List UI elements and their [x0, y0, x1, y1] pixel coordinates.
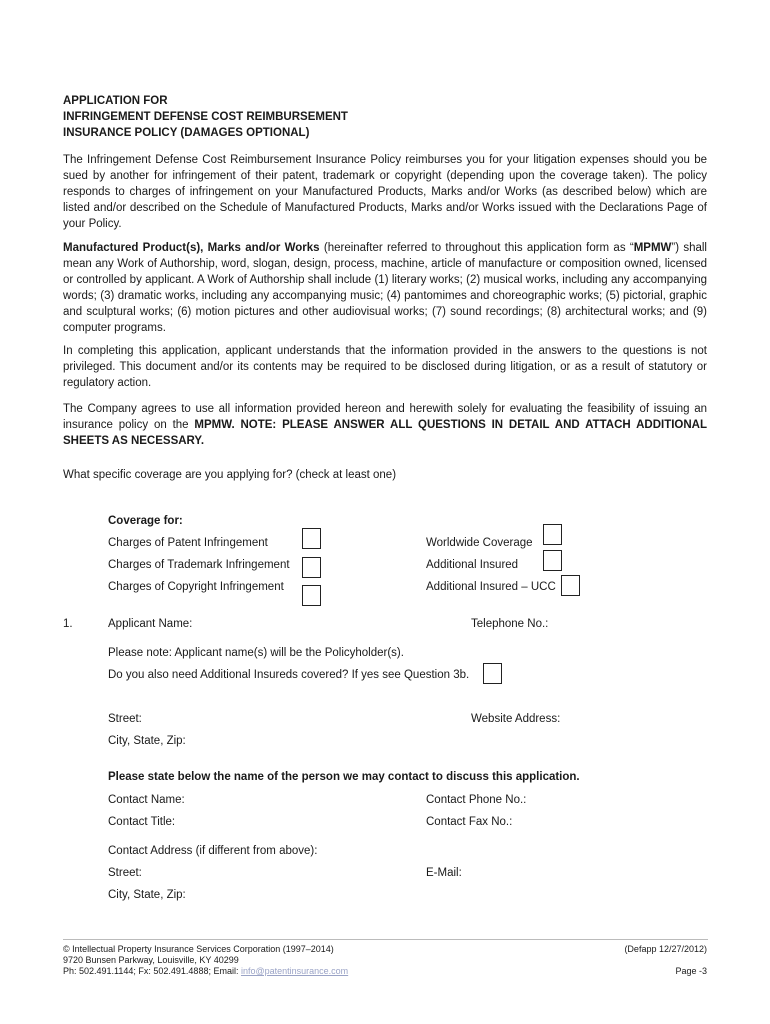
intro-paragraph: The Infringement Defense Cost Reimbursement Insurance Policy reimburses you for your litigation expenses should you be sued by another for infringement of their patent, trademark or copyright (depending upon the coverage taken). The policy responds to charges of infringement on your Manufactured Products, Marks and/or Works (as described below) which are listed and/or described on the Schedule of Manufactured Products, Marks and/or Works issued with the Declarations Page of your Policy. — [63, 154, 707, 230]
footer-phone-fax: Ph: 502.491.1144; Fx: 502.491.4888; Email: — [63, 966, 241, 976]
mpmw-term: Manufactured Product(s), Marks and/or Works — [63, 242, 320, 254]
mpmw-paragraph — [63, 240, 707, 336]
additional-insureds-checkbox[interactable] — [483, 663, 502, 684]
footer-email-link[interactable]: info@patentinsurance.com — [240, 966, 349, 976]
disclosure-paragraph: In completing this application, applicant understands that the information provided in the answers to the questions is not privileged. This document and/or its contents may be required to be disclosed during litigation, or as a result of statutory or regulatory action. — [63, 345, 707, 389]
contact-name-label: Contact Name: — [108, 794, 185, 806]
contact-address-label: Contact Address (if different from above): — [108, 845, 318, 857]
footer-copyright: © Intellectual Property Insurance Services Corporation (1997–2014) — [63, 944, 334, 954]
contact-fax-label: Contact Fax No.: — [426, 816, 513, 828]
coverage-trademark-label: Charges of Trademark Infringement — [108, 559, 290, 571]
trademark-infringement-checkbox[interactable] — [302, 557, 321, 578]
copyright-infringement-checkbox[interactable] — [302, 585, 321, 606]
contact-city-label: City, State, Zip: — [108, 889, 186, 901]
contact-phone-label: Contact Phone No.: — [426, 794, 527, 806]
coverage-patent-label: Charges of Patent Infringement — [108, 537, 268, 549]
page-number: Page -3 — [675, 966, 707, 976]
mpmw-abbr: MPMW — [633, 242, 672, 254]
coverage-copyright-label: Charges of Copyright Infringement — [108, 581, 284, 593]
agreement-text: The Company agrees to use all information provided hereon and herewith solely for evaluating the feasibility of issuing an insurance policy on the — [63, 403, 707, 431]
title-line-1: APPLICATION FOR — [63, 95, 168, 107]
additional-insureds-question: Do you also need Additional Insureds covered? If yes see Question 3b. — [108, 669, 470, 681]
applicant-city-label: City, State, Zip: — [108, 735, 186, 747]
coverage-worldwide-label: Worldwide Coverage — [426, 537, 533, 549]
coverage-heading: Coverage for: — [108, 515, 183, 527]
agreement-note: MPMW. NOTE: PLEASE ANSWER ALL QUESTIONS IN DETAIL AND ATTACH ADDITIONAL SHEETS AS NECESSARY. — [63, 419, 707, 447]
mpmw-definition: ”) shall mean any Work of Authorship, word, slogan, design, process, machine, article of manufacture or composition owned, licensed or controlled by applicant. A Work of Authorship shall include (1) literary works; (2) musical works, including any accompanying words; (3) dramatic works, including any accompanying music; (4) pantomimes and choreographic works; (5) pictorial, graphic and sculptural works; (6) motion pictures and other audiovisual works; (7) sound recordings; (8) architectural works; and (9) computer programs. — [63, 242, 707, 334]
additional-insured-ucc-checkbox[interactable] — [561, 575, 580, 596]
additional-insured-checkbox[interactable] — [543, 550, 562, 571]
applicant-street-label: Street: — [108, 713, 142, 725]
footer-address: 9720 Bunsen Parkway, Louisville, KY 40299 — [63, 955, 239, 965]
agreement-paragraph — [63, 401, 707, 449]
email-label: E-Mail: — [426, 867, 462, 879]
mpmw-pre: (hereinafter referred to throughout this application form as “ — [319, 242, 634, 254]
coverage-additional-insured-label: Additional Insured — [426, 559, 519, 571]
footer-contact — [63, 966, 348, 977]
website-label: Website Address: — [471, 713, 561, 725]
document-title — [63, 93, 348, 141]
title-line-3: INSURANCE POLICY (DAMAGES OPTIONAL) — [63, 127, 310, 139]
policyholder-note: Please note: Applicant name(s) will be the Policyholder(s). — [108, 647, 404, 659]
worldwide-coverage-checkbox[interactable] — [543, 524, 562, 545]
coverage-additional-insured-ucc-label: Additional Insured – UCC — [426, 581, 556, 593]
question-number: 1. — [63, 618, 73, 630]
footer-divider — [63, 939, 708, 940]
contact-heading: Please state below the name of the person we may contact to discuss this application. — [108, 771, 580, 783]
title-line-2: INFRINGEMENT DEFENSE COST REIMBURSEMENT — [63, 111, 348, 123]
patent-infringement-checkbox[interactable] — [302, 528, 321, 549]
applicant-name-label: Applicant Name: — [108, 618, 193, 630]
form-id: (Defapp 12/27/2012) — [624, 944, 707, 954]
telephone-label: Telephone No.: — [471, 618, 549, 630]
coverage-question: What specific coverage are you applying for? (check at least one) — [63, 469, 397, 481]
contact-title-label: Contact Title: — [108, 816, 176, 828]
contact-street-label: Street: — [108, 867, 142, 879]
